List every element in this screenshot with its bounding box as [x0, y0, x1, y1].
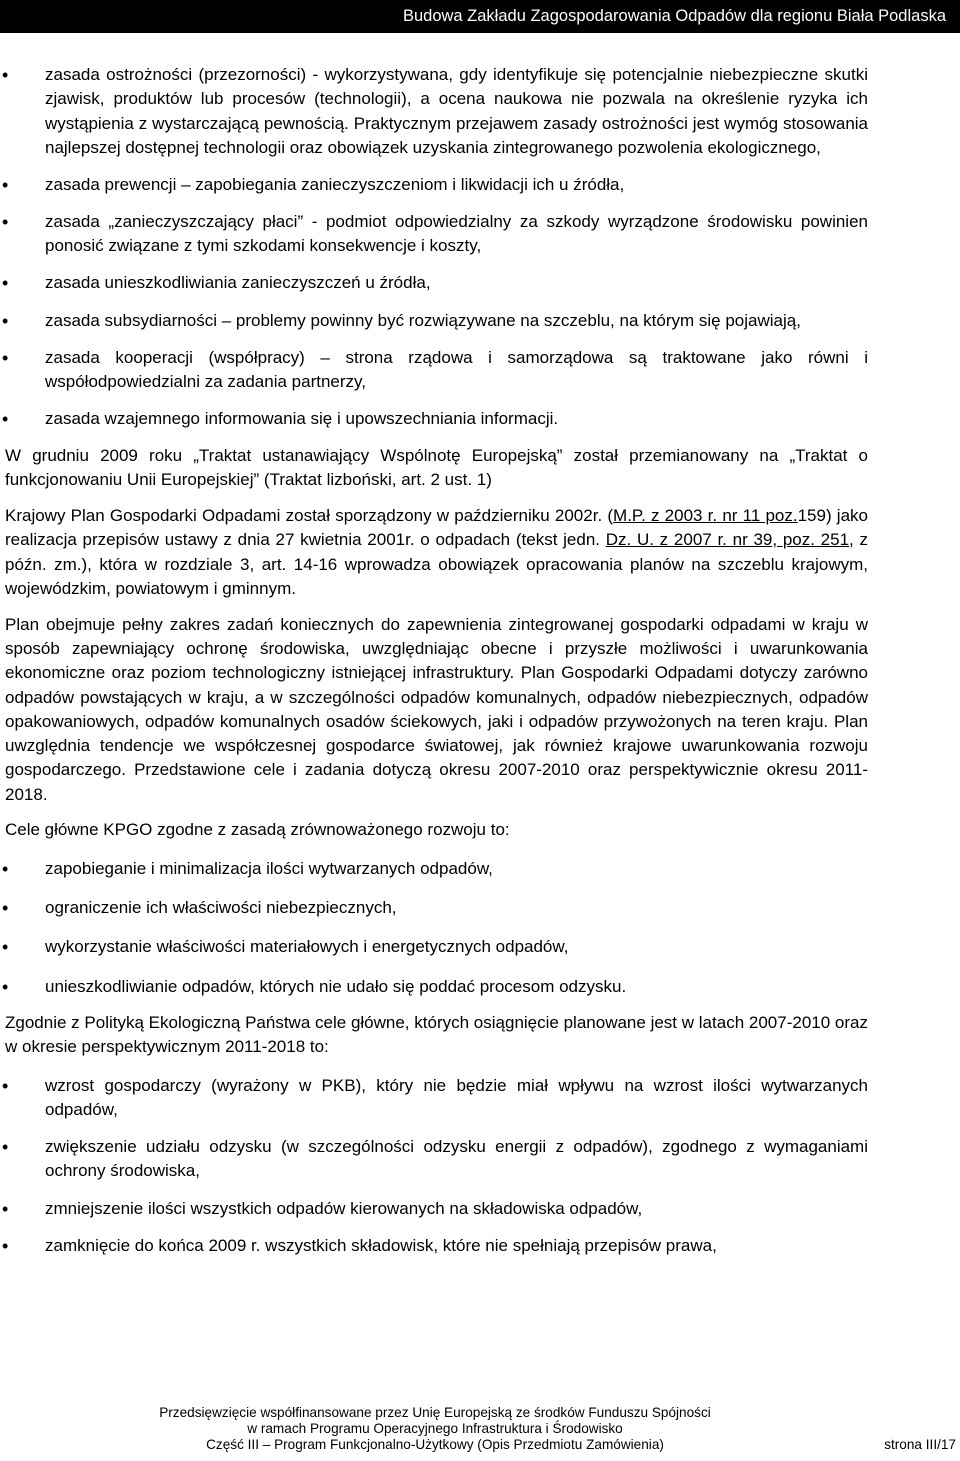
list-item: • zasada „zanieczyszczający płaci” - podmiot odpowiedzialny za szkody wyrządzone środowisku powinien ponosić związane z tymi szkodami konsekwencje i koszty,: [5, 210, 868, 259]
document-header: [0, 0, 960, 33]
kpgo-text-1: Krajowy Plan Gospodarki Odpadami został sporządzony w październiku 2002r. (: [5, 506, 614, 526]
principles-list: [5, 63, 868, 431]
header-title: Budowa Zakładu Zagospodarowania Odpadów dla regionu Biała Podlaska: [402, 7, 946, 25]
paragraph-kpgo: [5, 504, 868, 601]
footer-section-line: Część III – Program Funkcjonalno-Użytkowy (Opis Przedmiotu Zamówienia): [206, 1437, 664, 1453]
kpgo-reference-link-1[interactable]: M.P. z 2003 r. nr 11 poz.: [613, 506, 798, 526]
goals-intro: Cele główne KPGO zgodne z zasadą zrównoważonego rozwoju to:: [5, 820, 510, 840]
kpgo-text-3: , z późn. zm.), która w rozdziale 3, art. 14-16 wprowadza obowiązek opracowania planów na szczeblu krajowym, wojewódzkim, powiatowym i gminnym.: [5, 530, 868, 599]
goals-list: [5, 857, 868, 999]
paragraph-treaty: W grudniu 2009 roku „Traktat ustanawiający Wspólnotę Europejską” został przemianowany na „Traktat o funkcjonowaniu Unii Europejskiej” (Traktat lizboński, art. 2 ust. 1): [5, 446, 868, 490]
kpgo-reference-link-2[interactable]: Dz. U. z 2007 r. nr 39, poz. 251: [605, 530, 850, 550]
paragraph-plan: Plan obejmuje pełny zakres zadań koniecznych do zapewnienia zintegrowanej gospodarki odpadami w kraju w sposób zapewniający ochronę środowiska, uwzględniając obecne i przyszłe możliwości i uwarunkowania ekonomiczne oraz poziom technologiczny istniejącej infrastruktury. Plan Gospodarki Odpadami dotyczy zarówno odpadów powstających w kraju, a w szczególności odpadów komunalnych, odpadów niebezpiecznych, odpadów opakowaniowych, odpadów komunalnych osadów ściekowych, jaki i odpadów przywożonych na teren kraju. Plan uwzględnia tendencje we współczesnej gospodarce światowej, jak również krajowe uwarunkowania rozwoju gospodarczego. Przedstawione cele i zadania dotyczą okresu 2007-2010 oraz perspektywicznie okresu 2011-2018.: [5, 614, 868, 804]
list-item: • zasada prewencji – zapobiegania zanieczyszczeniom i likwidacji ich u źródła,: [5, 173, 868, 197]
document-footer: [0, 1405, 960, 1454]
list-item: • zasada wzajemnego informowania się i upowszechniania informacji.: [5, 407, 868, 431]
footer-program-line: w ramach Programu Operacyjnego Infrastruktura i Środowisko: [247, 1421, 623, 1437]
kpgo-text-2: 159) jako realizacja przepisów ustawy z dnia 27 kwietnia 2001r. o odpadach (tekst jedn.: [5, 506, 868, 550]
list-item: • ograniczenie ich właściwości niebezpiecznych,: [5, 896, 868, 920]
policy-goals-list: [5, 1074, 868, 1259]
list-item: • unieszkodliwianie odpadów, których nie udało się poddać procesom odzysku.: [5, 975, 868, 999]
list-item: • zmniejszenie ilości wszystkich odpadów kierowanych na składowiska odpadów,: [5, 1197, 868, 1221]
list-item: • zasada kooperacji (współpracy) – strona rządowa i samorządowa są traktowane jako równi i współodpowiedzialni za zadania partnerzy,: [5, 346, 868, 395]
document-body: [5, 63, 868, 1258]
list-item: • zasada subsydiarności – problemy powinny być rozwiązywane na szczeblu, na którym się pojawiają,: [5, 309, 868, 333]
list-item: • zamknięcie do końca 2009 r. wszystkich składowisk, które nie spełniają przepisów prawa,: [5, 1234, 868, 1258]
list-item: • zwiększenie udziału odzysku (w szczególności odzysku energii z odpadów), zgodnego z wymaganiami ochrony środowiska,: [5, 1135, 868, 1184]
list-item: • zapobieganie i minimalizacja ilości wytwarzanych odpadów,: [5, 857, 868, 881]
list-item: • zasada ostrożności (przezorności) - wykorzystywana, gdy identyfikuje się potencjalnie niebezpieczne skutki zjawisk, produktów lub procesów (technologii), a ocena naukowa nie pozwala na określenie ryzyka ich wystąpienia z wystarczającą pewnością. Praktycznym przejawem zasady ostrożności jest wymóg stosowania najlepszej dostępnej technologii oraz obowiązek uzyskania zintegrowanego pozwolenia ekologicznego,: [5, 63, 868, 160]
list-item: • wykorzystanie właściwości materiałowych i energetycznych odpadów,: [5, 935, 868, 959]
page-number: strona III/17: [884, 1437, 956, 1452]
list-item: • wzrost gospodarczy (wyrażony w PKB), który nie będzie miał wpływu na wzrost ilości wytwarzanych odpadów,: [5, 1074, 868, 1123]
policy-intro: Zgodnie z Polityką Ekologiczną Państwa cele główne, których osiągnięcie planowane jest w latach 2007-2010 oraz w okresie perspektywicznym 2011-2018 to:: [5, 1012, 868, 1057]
list-item: • zasada unieszkodliwiania zanieczyszczeń u źródła,: [5, 271, 868, 295]
footer-cofinancing-line: Przedsięwzięcie współfinansowane przez Unię Europejską ze środków Funduszu Spójności: [159, 1405, 711, 1420]
